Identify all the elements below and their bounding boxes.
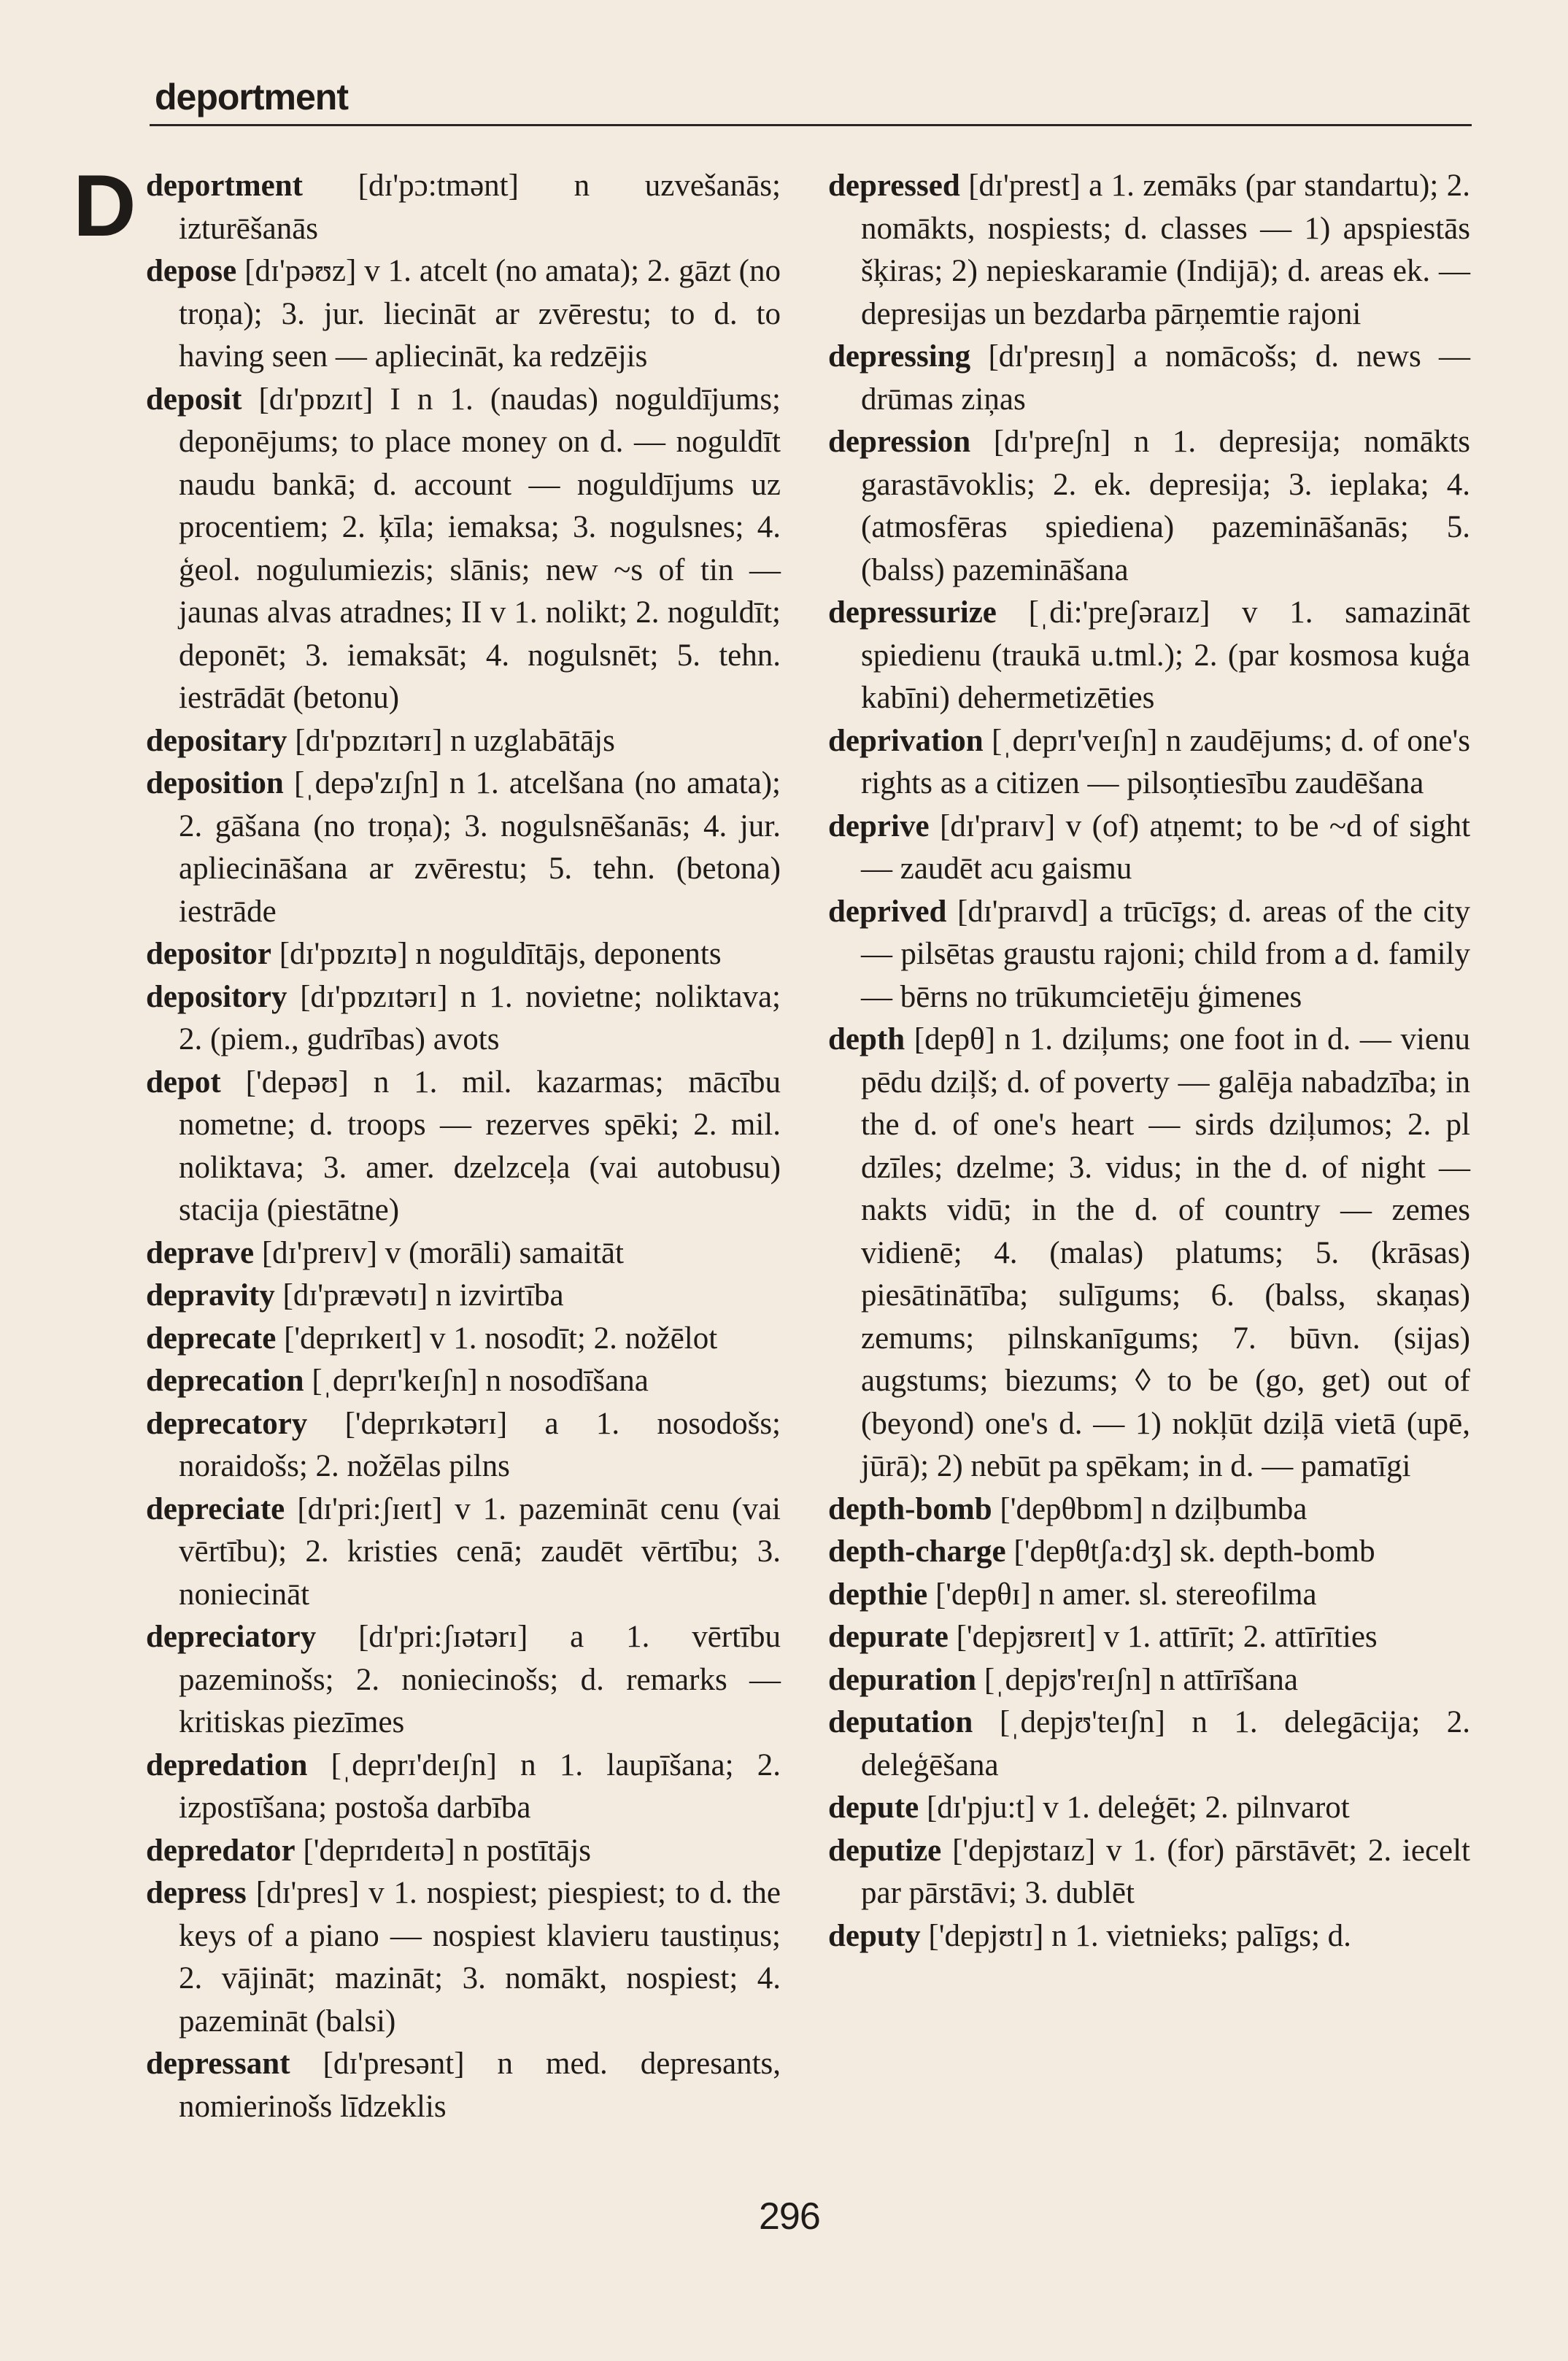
entry-definition: [dɪ'pju:t] v 1. deleģēt; 2. pilnvarot (926, 1790, 1350, 1825)
running-head: deportment (155, 77, 348, 117)
dictionary-entry (146, 1744, 781, 1830)
dictionary-entry (828, 1787, 1470, 1830)
entry-definition: ['depθtʃa:dʒ] sk. depth-bomb (1013, 1534, 1375, 1569)
dictionary-entry (828, 592, 1470, 720)
dictionary-entry (146, 1830, 781, 1873)
dictionary-entry (828, 336, 1470, 421)
dictionary-entry (146, 379, 781, 720)
entry-headword: depressed (828, 169, 960, 203)
dictionary-entry (828, 891, 1470, 1019)
dictionary-entry (146, 933, 781, 976)
entry-headword: deprecation (146, 1364, 304, 1398)
entry-definition: ['depjʊreɪt] v 1. attīrīt; 2. attīrīties (956, 1620, 1378, 1654)
entry-definition: ['depθbɒm] n dziļbumba (1000, 1491, 1308, 1526)
entry-headword: depress (146, 1876, 247, 1910)
entry-headword: deprive (828, 808, 930, 843)
dictionary-entry (828, 1019, 1470, 1488)
entry-definition: [dɪ'pɔ:tmənt] n uzvešanās; izturēšanās (179, 169, 781, 246)
entry-definition: [dɪ'presənt] n med. depresants, nomierinošs līdzeklis (179, 2047, 781, 2124)
dictionary-entry (828, 421, 1470, 592)
entry-headword: depravity (146, 1278, 275, 1313)
entry-headword: depreciate (146, 1491, 285, 1526)
dictionary-entry (828, 1531, 1470, 1574)
entry-headword: depthie (828, 1577, 928, 1612)
entry-definition: [dɪ'pəʊz] v 1. atcelt (no amata); 2. gāzt (no troņa); 3. jur. liecināt ar zvērestu; to d. to having seen — apliecināt, ka redzējis (179, 254, 781, 374)
dictionary-entry (828, 1830, 1470, 1915)
entry-headword: depth-bomb (828, 1491, 992, 1526)
dictionary-entry (146, 1318, 781, 1361)
entry-definition: [ˌdepjʊ'reɪʃn] n attīrīšana (984, 1662, 1298, 1697)
entry-definition: [ˌdeprɪ'veɪʃn] n zaudējums; d. of one's rights as a citizen — pilsoņtiesību zaudēšana (861, 723, 1470, 800)
entry-definition: [dɪ'prævətɪ] n izvirtība (282, 1278, 564, 1313)
header-rule (150, 124, 1472, 126)
entry-headword: depuration (828, 1662, 977, 1697)
entry-definition: ['depjʊtaɪz] v 1. (for) pārstāvēt; 2. iecelt par pārstāvi; 3. dublēt (861, 1833, 1471, 1910)
entry-headword: deposit (146, 382, 242, 417)
dictionary-entry (146, 1616, 781, 1744)
dictionary-entry (146, 976, 781, 1062)
entry-headword: deportment (146, 169, 303, 203)
entry-headword: depurate (828, 1620, 949, 1654)
dictionary-entry (146, 1360, 781, 1403)
dictionary-entry (828, 1488, 1470, 1531)
thumb-index-letter: D (73, 157, 136, 255)
entry-headword: depose (146, 254, 237, 288)
dictionary-entry (146, 1403, 781, 1488)
entry-definition: [ˌdi:'preʃəraɪz] v 1. samazināt spiedienu (traukā u.tml.); 2. (par kosmosa kuģa kabīni) dehermetizēties (861, 595, 1471, 715)
entry-definition: [dɪ'pres] v 1. nospiest; piespiest; to d. the keys of a piano — nospiest klavieru taustiņus; 2. vājināt; mazināt; 3. nomākt, nospiest; 4. pazemināt (balsi) (179, 1876, 781, 2039)
entry-headword: depreciatory (146, 1620, 317, 1654)
entry-headword: depredator (146, 1833, 296, 1868)
entry-definition: ['depəʊ] n 1. mil. kazarmas; mācību nometne; d. troops — rezerves spēki; 2. mil. noliktava; 3. amer. dzelzceļa (vai autobusu) stacija (piestātne) (179, 1064, 781, 1227)
entry-definition: [dɪ'prest] a 1. zemāks (par standartu); 2. nomākts, nospiests; d. classes — 1) apspiestās šķiras; 2) nepieskaramie (Indijā); d. areas ek. — depresijas un bezdarba pārņemtie rajoni (861, 169, 1470, 331)
dictionary-entry (146, 1275, 781, 1318)
entry-definition: ['deprɪkətərɪ] a 1. nosodošs; noraidošs; 2. nožēlas pilns (179, 1406, 781, 1483)
entry-headword: depressing (828, 339, 971, 374)
entry-headword: depression (828, 425, 971, 459)
entry-headword: depth (828, 1022, 905, 1056)
dictionary-entry (146, 1488, 781, 1617)
entry-definition: [ˌdeprɪ'keɪʃn] n nosodīšana (312, 1364, 649, 1398)
entry-headword: depute (828, 1790, 919, 1825)
dictionary-entry (828, 1574, 1470, 1617)
entry-headword: deputize (828, 1833, 942, 1868)
entry-definition: [ˌdepə'zɪʃn] n 1. atcelšana (no amata); 2. gāšana (no troņa); 3. nogulsnēšanās; 4. jur. apliecināšana ar zvērestu; 5. tehn. (betona) iestrāde (179, 766, 781, 929)
entry-headword: deprivation (828, 723, 984, 758)
entry-headword: deprecate (146, 1321, 277, 1356)
entry-definition: [dɪ'pɒzɪtərɪ] n 1. novietne; noliktava; 2. (piem., gudrības) avots (179, 979, 781, 1056)
entry-headword: depositary (146, 723, 287, 758)
dictionary-entry (828, 805, 1470, 891)
page-number: 296 (759, 2195, 820, 2238)
entry-definition: [ˌdepjʊ'teɪʃn] n 1. delegācija; 2. deleģēšana (861, 1705, 1471, 1782)
entry-definition: [ˌdeprɪ'deɪʃn] n 1. laupīšana; 2. izpostīšana; postoša darbība (179, 1747, 781, 1825)
entry-definition: [dɪ'pɒzɪt] I n 1. (naudas) noguldījums; deponējums; to place money on d. — noguldīt naudu bankā; d. account — noguldījums uz procentiem; 2. ķīla; iemaksa; 3. nogulsnes; 4. ģeol. nogulumiezis; slānis; new ~s of tin — jaunas alvas atradnes; II v 1. nolikt; 2. noguldīt; deponēt; 3. iemaksāt; 4. nogulsnēt; 5. tehn. iestrādāt (betonu) (179, 382, 781, 715)
dictionary-entry (146, 250, 781, 379)
entry-headword: depredation (146, 1747, 308, 1782)
entry-definition: [dɪ'praɪv] v (of) atņemt; to be ~d of sight — zaudēt acu gaismu (861, 808, 1471, 886)
dictionary-entry (146, 1062, 781, 1232)
dictionary-entry (828, 165, 1470, 336)
dictionary-entry (828, 1659, 1470, 1702)
entry-headword: deprave (146, 1235, 255, 1270)
entry-definition: ['deprɪkeɪt] v 1. nosodīt; 2. nožēlot (284, 1321, 718, 1356)
entry-definition: [dɪ'presɪŋ] a nomācošs; d. news — drūmas ziņas (861, 339, 1470, 417)
entry-definition: [dɪ'pri:ʃɪeɪt] v 1. pazemināt cenu (vai vērtību); 2. kristies cenā; zaudēt vērtību; 3. noniecināt (179, 1491, 781, 1612)
dictionary-entry (146, 762, 781, 933)
entry-definition: ['depjʊtɪ] n 1. vietnieks; palīgs; d. (928, 1918, 1351, 1953)
entry-definition: ['deprɪdeɪtə] n postītājs (303, 1833, 592, 1868)
entry-definition: [dɪ'pɒzɪtərɪ] n uzglabātājs (295, 723, 615, 758)
entry-headword: depository (146, 979, 287, 1014)
dictionary-entry (146, 720, 781, 763)
entry-definition: [dɪ'pri:ʃɪətərɪ] a 1. vērtību pazeminošs; 2. noniecinošs; d. remarks — kritiskas piezīmes (179, 1620, 781, 1739)
entry-headword: deposition (146, 766, 284, 800)
dictionary-entry (146, 165, 781, 250)
entry-definition: [depθ] n 1. dziļums; one foot in d. — vienu pēdu dziļš; d. of poverty — galēja nabadzība; in the d. of one's heart — sirds dziļumos; 2. pl dzīles; dzelme; 3. vidus; in the d. of night — nakts vidū; in the d. of country — zemes vidienē; 4. (malas) platums; 5. (krāsas) piesātinātība; sulīgums; 6. (balss, skaņas) zemums; pilnskanīgums; 7. būvn. (sijas) augstums; biezums; ◊ to be (go, get) out of (beyond) one's d. — 1) nokļūt dziļā vietā (upē, jūrā); 2) nebūt pa spēkam; in d. — pamatīgi (861, 1022, 1470, 1483)
entry-headword: depth-charge (828, 1534, 1006, 1569)
entry-headword: deprived (828, 894, 947, 929)
dictionary-entry (828, 1701, 1470, 1787)
entry-headword: deputy (828, 1918, 921, 1953)
entry-headword: deputation (828, 1705, 973, 1739)
right-column (828, 165, 1470, 1958)
dictionary-entry (146, 1872, 781, 2043)
dictionary-entry (828, 1915, 1470, 1958)
dictionary-entry (828, 1616, 1470, 1659)
entry-definition: [dɪ'preɪv] v (morāli) samaitāt (261, 1235, 624, 1270)
left-column (146, 165, 781, 2128)
entry-headword: depressant (146, 2047, 290, 2081)
entry-headword: depressurize (828, 595, 997, 630)
entry-headword: deprecatory (146, 1406, 308, 1441)
dictionary-entry (828, 720, 1470, 805)
entry-definition: [dɪ'praɪvd] a trūcīgs; d. areas of the city — pilsētas graustu rajoni; child from a d. family — bērns no trūkumcietēju ģimenes (861, 894, 1471, 1014)
dictionary-entry (146, 2043, 781, 2128)
entry-headword: depot (146, 1064, 221, 1100)
entry-definition: [dɪ'preʃn] n 1. depresija; nomākts garastāvoklis; 2. ek. depresija; 3. ieplaka; 4. (atmosfēras spiediena) pazemināšanās; 5. (balss) pazemināšana (861, 425, 1471, 587)
entry-definition: ['depθɪ] n amer. sl. stereofilma (935, 1577, 1317, 1612)
entry-definition: [dɪ'pɒzɪtə] n noguldītājs, deponents (279, 937, 722, 971)
dictionary-entry (146, 1232, 781, 1275)
entry-headword: depositor (146, 937, 271, 971)
